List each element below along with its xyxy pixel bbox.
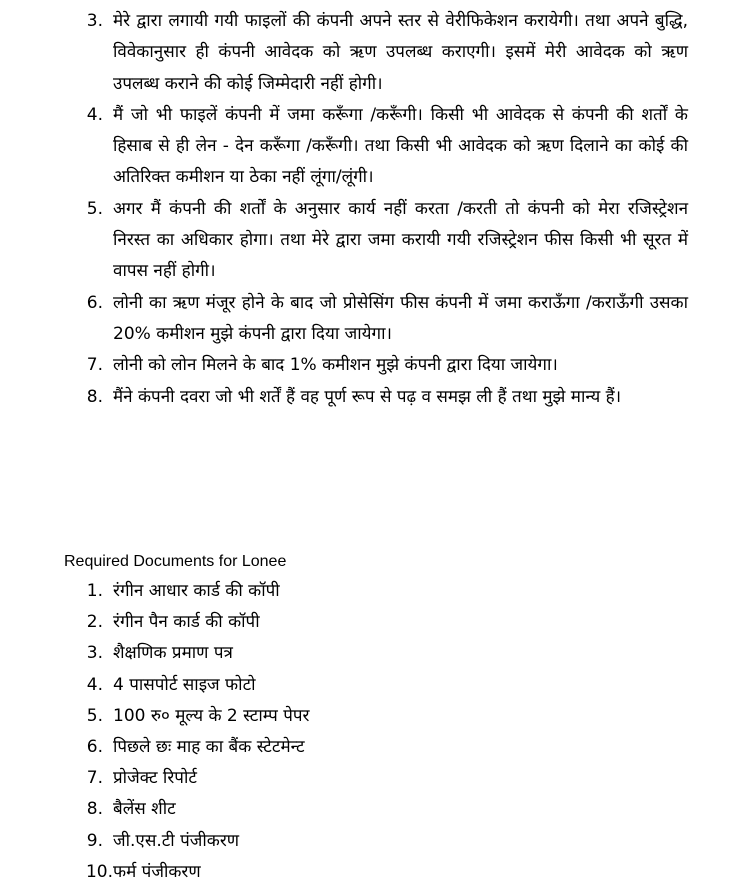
term-text: मेरे द्वारा लगायी गयी फाइलों की कंपनी अपने स्तर से वेरीफिकेशन करायेगी। तथा अपने बुद्धि, विवेकानुसार ही कंपनी आवेदक को ऋण उपलब्ध कराएगी। इसमें मेरी आवेदक को ऋण उपलब्ध कराने की कोई जिम्मेदारी नहीं होगी। bbox=[113, 11, 688, 94]
document-text: पिछले छः माह का बैंक स्टेटमेन्ट bbox=[113, 737, 305, 758]
term-number: 8. bbox=[86, 386, 103, 407]
term-item bbox=[0, 194, 744, 288]
document-text: जी.एस.टी पंजीकरण bbox=[113, 830, 240, 851]
term-item bbox=[0, 6, 744, 100]
document-number: 7. bbox=[86, 768, 103, 789]
term-item bbox=[0, 382, 744, 413]
document-item bbox=[0, 607, 744, 638]
document-number: 5. bbox=[86, 705, 103, 726]
term-text: मैं जो भी फाइलें कंपनी में जमा करूँगा /करूँगी। किसी भी आवेदक से कंपनी की शर्तों के हिसाब से ही लेन - देन करूँगा /करूँगी। तथा किसी भी आवेदक को ऋण दिलाने का कोई की अतिरिक्त कमीशन या ठेका नहीं लूंगा/लूंगी। bbox=[113, 104, 688, 188]
document-text: शैक्षणिक प्रमाण पत्र bbox=[113, 643, 233, 664]
document-item bbox=[0, 794, 744, 825]
term-number: 3. bbox=[86, 11, 103, 31]
term-number: 7. bbox=[86, 355, 103, 376]
document-text: रंगीन आधार कार्ड की कॉपी bbox=[113, 581, 280, 601]
documents-heading: Required Documents for Lonee bbox=[64, 553, 287, 570]
document-item bbox=[0, 701, 744, 732]
term-item bbox=[0, 350, 744, 381]
term-item bbox=[0, 288, 744, 351]
document-item bbox=[0, 826, 744, 857]
term-number: 5. bbox=[86, 198, 103, 219]
document-text: रंगीन पैन कार्ड की कॉपी bbox=[113, 612, 260, 633]
term-text: अगर मैं कंपनी की शर्तों के अनुसार कार्य नहीं करता /करती तो कंपनी को मेरा रजिस्ट्रेशन निरस्त का अधिकार होगा। तथा मेरे द्वारा जमा करायी गयी रजिस्ट्रेशन फीस किसी भी सूरत में वापस नहीं होगी। bbox=[113, 198, 688, 282]
documents-list bbox=[0, 576, 744, 888]
document-number: 6. bbox=[86, 737, 103, 758]
document-number: 9. bbox=[86, 830, 103, 851]
document-item bbox=[0, 732, 744, 763]
document-item bbox=[0, 670, 744, 701]
document-number: 3. bbox=[86, 643, 103, 664]
document-item bbox=[0, 576, 744, 607]
document-text: 4 पासपोर्ट साइज फोटो bbox=[113, 674, 256, 695]
document-item bbox=[0, 857, 744, 888]
document-number: 2. bbox=[86, 612, 103, 633]
terms-list bbox=[0, 6, 744, 413]
document-text: प्रोजेक्ट रिपोर्ट bbox=[113, 768, 197, 789]
term-number: 6. bbox=[86, 292, 103, 313]
term-text: लोनी को लोन मिलने के बाद 1% कमीशन मुझे कंपनी द्वारा दिया जायेगा। bbox=[113, 355, 558, 376]
term-item bbox=[0, 100, 744, 194]
document-item bbox=[0, 763, 744, 794]
document-number: 1. bbox=[86, 581, 103, 601]
document-text: 100 रु० मूल्य के 2 स्टाम्प पेपर bbox=[113, 705, 310, 726]
document-number: 8. bbox=[86, 799, 103, 820]
document-text: बैलेंस शीट bbox=[113, 799, 176, 820]
document-number: 10. bbox=[85, 861, 113, 882]
document-text: फर्म पंजीकरण bbox=[113, 861, 201, 882]
document-number: 4. bbox=[86, 674, 103, 695]
term-number: 4. bbox=[86, 104, 103, 125]
term-text: मैंने कंपनी दवरा जो भी शर्तें हैं वह पूर्ण रूप से पढ़ व समझ ली हैं तथा मुझे मान्य हैं। bbox=[113, 386, 622, 407]
term-text: लोनी का ऋण मंजूर होने के बाद जो प्रोसेसिंग फीस कंपनी में जमा कराऊँगा /कराऊँगी उसका 20% कमीशन मुझे कंपनी द्वारा दिया जायेगा। bbox=[113, 292, 688, 344]
document-item bbox=[0, 638, 744, 669]
